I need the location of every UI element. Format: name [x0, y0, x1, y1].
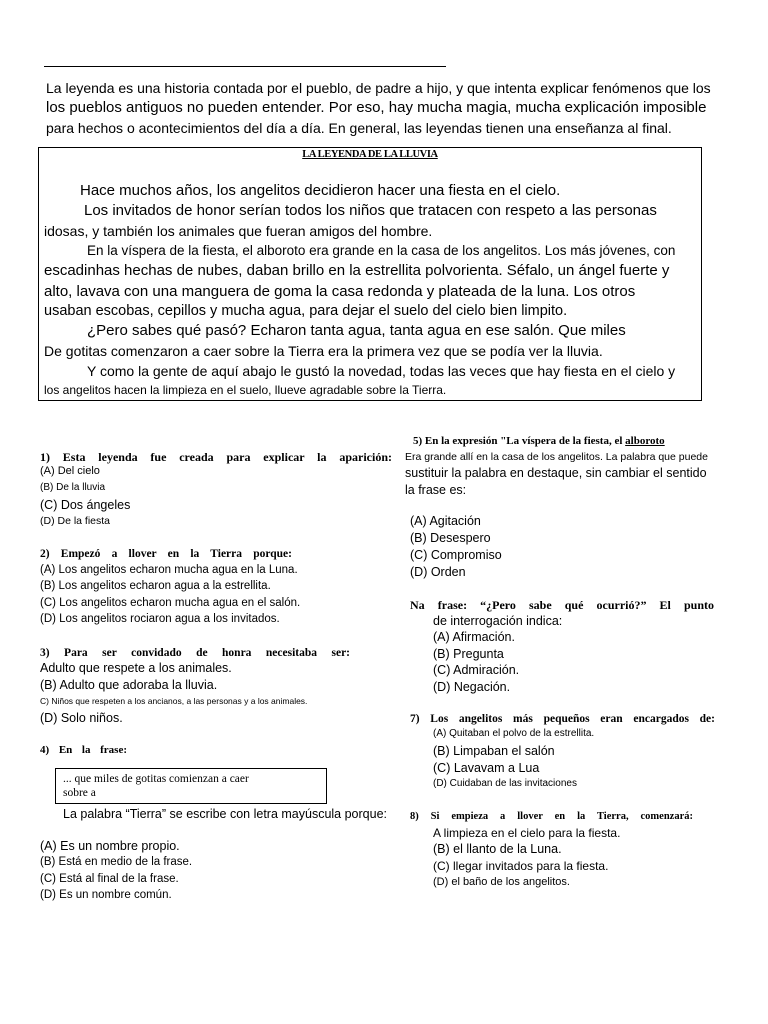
story-box: [38, 147, 702, 401]
story-title: LA LEYENDA DE LA LLUVIA: [302, 149, 438, 160]
question-5-line: la frase es:: [405, 483, 467, 497]
option[interactable]: (B) De la lluvia: [40, 482, 106, 493]
question-4-prompt: La palabra “Tierra” se escribe con letra mayúscula porque:: [63, 807, 387, 821]
option[interactable]: A limpieza en el cielo para la fiesta.: [433, 826, 621, 840]
option[interactable]: (D) Es un nombre común.: [40, 889, 172, 901]
question-7: 7) Los angelitos más pequeños eran encargados de:: [410, 713, 715, 725]
quote-line: sobre a: [63, 787, 96, 799]
option[interactable]: (C) Dos ángeles: [40, 498, 131, 512]
question-4: 4) En la frase:: [40, 744, 127, 756]
intro-line: los pueblos antiguos no pueden entender. Por eso, hay mucha magia, mucha explicación imposible: [46, 99, 707, 116]
option[interactable]: (B) Adulto que adoraba la lluvia.: [40, 678, 218, 692]
option[interactable]: (D) Negación.: [433, 680, 511, 694]
story-line: escadinhas hechas de nubes, daban brillo en la estrellita polvorienta. Séfalo, un ángel fuerte y: [44, 262, 670, 279]
option[interactable]: (B) Limpaban el salón: [433, 744, 555, 758]
option[interactable]: (B) Desespero: [410, 531, 491, 545]
question-2: 2) Empezó a llover en la Tierra porque:: [40, 548, 292, 560]
question-5-line: Era grande allí en la casa de los angelitos. La palabra que puede: [405, 451, 708, 463]
option[interactable]: (A) Quitaban el polvo de la estrellita.: [433, 728, 595, 739]
question-1: 1) Esta leyenda fue creada para explicar la aparición:: [40, 450, 392, 464]
option[interactable]: (A) Es un nombre propio.: [40, 839, 180, 853]
option[interactable]: (C) Está al final de la frase.: [40, 873, 179, 885]
option[interactable]: (D) el baño de los angelitos.: [433, 876, 570, 888]
option[interactable]: (B) Los angelitos echaron agua a la estrellita.: [40, 580, 271, 592]
option[interactable]: (C) llegar invitados para la fiesta.: [433, 859, 609, 873]
option[interactable]: (A) Afirmación.: [433, 630, 515, 644]
option[interactable]: (D) Cuidaban de las invitaciones: [433, 778, 577, 789]
option[interactable]: (B) Pregunta: [433, 647, 504, 661]
story-line: Los invitados de honor serían todos los niños que tratacen con respeto a las personas: [84, 202, 657, 219]
quote-line: ... que miles de gotitas comienzan a caer: [63, 773, 249, 785]
name-line: [44, 66, 446, 67]
question-6-line: de interrogación indica:: [433, 614, 563, 628]
story-line: En la víspera de la fiesta, el alboroto era grande en la casa de los angelitos. Los más jóvenes, con: [87, 243, 676, 258]
story-line: idosas, y también los animales que fueran amigos del hombre.: [44, 223, 433, 239]
option[interactable]: (C) Admiración.: [433, 663, 520, 677]
story-line: De gotitas comenzaron a caer sobre la Tierra era la primera vez que se podía ver la lluvia.: [44, 343, 603, 359]
option[interactable]: (D) Orden: [410, 565, 466, 579]
option[interactable]: (D) De la fiesta: [40, 515, 111, 527]
option[interactable]: (C) Lavavam a Lua: [433, 761, 540, 775]
option[interactable]: (A) Agitación: [410, 514, 481, 528]
intro-paragraph: [46, 78, 736, 138]
story-line: alto, lavava con una manguera de goma la casa redonda y plateada de la luna. Los otros: [44, 283, 636, 300]
option[interactable]: (C) Los angelitos echaron mucha agua en el salón.: [40, 597, 301, 609]
option[interactable]: (B) el llanto de la Luna.: [433, 842, 562, 856]
story-line: usaban escobas, cepillos y mucha agua, para dejar el suelo del cielo bien limpito.: [44, 303, 568, 319]
question-5: [413, 436, 677, 447]
option[interactable]: Adulto que respete a los animales.: [40, 661, 232, 675]
intro-line: para hechos o acontecimientos del día a día. En general, las leyendas tienen una enseñanza al final.: [46, 120, 672, 136]
option[interactable]: (D) Los angelitos rociaron agua a los invitados.: [40, 613, 280, 625]
question-5-head: 5) En la expresión "La víspera de la fiesta, el: [413, 435, 623, 447]
story-line: Hace muchos años, los angelitos decidieron hacer una fiesta en el cielo.: [80, 182, 561, 199]
option[interactable]: (B) Está en medio de la frase.: [40, 856, 193, 868]
quote-box: [55, 768, 327, 804]
question-6: Na frase: “¿Pero sabe qué ocurrió?” El punto: [410, 598, 714, 612]
intro-line: La leyenda es una historia contada por el pueblo, de padre a hijo, y que intenta explicar fenómenos que los: [46, 80, 711, 96]
option[interactable]: C) Niños que respeten a los ancianos, a las personas y a los animales.: [40, 696, 308, 706]
option[interactable]: (D) Solo niños.: [40, 711, 123, 725]
question-3: 3) Para ser convidado de honra necesitaba ser:: [40, 647, 350, 659]
option[interactable]: (A) Los angelitos echaron mucha agua en la Luna.: [40, 564, 298, 576]
highlighted-word: alboroto: [625, 435, 665, 447]
option[interactable]: (C) Compromiso: [410, 548, 502, 562]
question-8: 8) Si empieza a llover en la Tierra, comenzará:: [410, 811, 693, 822]
story-line: ¿Pero sabes qué pasó? Echaron tanta agua, tanta agua en ese salón. Que miles: [87, 322, 626, 339]
story-line: Y como la gente de aquí abajo le gustó la novedad, todas las veces que hay fiesta en el cielo y: [87, 363, 676, 379]
question-5-line: sustituir la palabra en destaque, sin cambiar el sentido: [405, 466, 707, 480]
story-line: los angelitos hacen la limpieza en el suelo, llueve agradable sobre la Tierra.: [44, 383, 447, 397]
option[interactable]: (A) Del cielo: [40, 465, 100, 477]
